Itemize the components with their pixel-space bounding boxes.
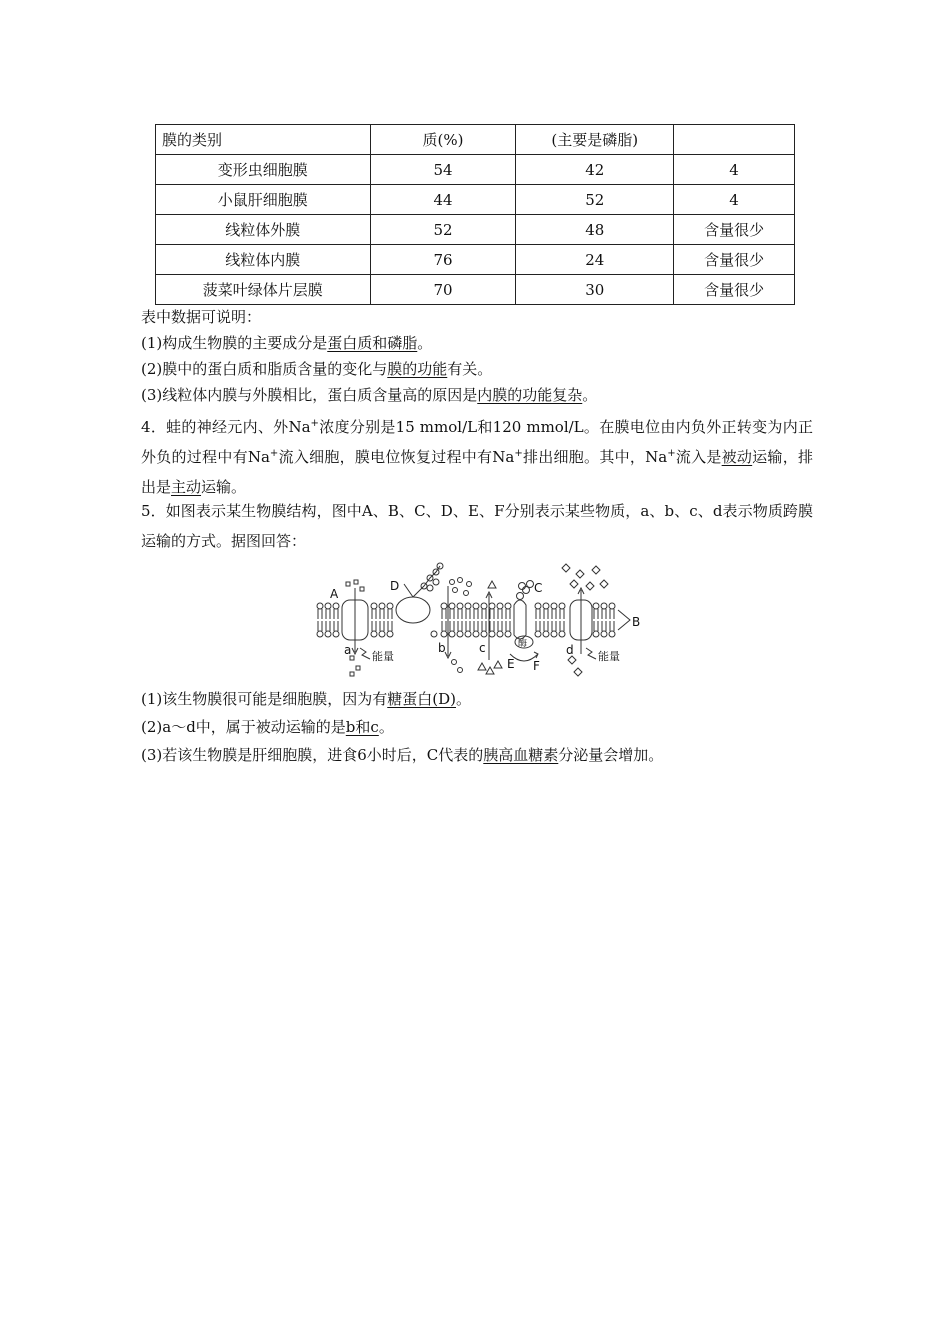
answer-suffix: 有关。 [447,360,493,378]
superscript-plus: + [667,448,676,459]
receptor-protein [514,600,526,639]
question-5-stem: 5．如图表示某生物膜结构，图中A、B、C、D、E、F分别表示某些物质，a、b、c、d表示物质跨膜运输的方式。据图回答： [141,502,813,550]
figure-label: D [390,579,400,593]
answer-prefix: (2)膜中的蛋白质和脂质含量的变化与 [141,360,388,378]
answer-suffix: 。 [582,386,598,404]
question-5-answer-2 [141,712,813,742]
question-5-answer-3 [141,740,813,770]
table-cell: 30 [516,275,674,305]
answer-blank: 蛋白质和磷脂 [327,334,418,352]
table-row [156,275,795,305]
figure-label: F [533,659,540,673]
figure-label: c [479,641,486,655]
answer-blank: 被动 [721,448,753,466]
figure-label: B [632,615,641,629]
table-header-row [156,125,795,155]
table-cell: 54 [370,155,516,185]
figure-label: d [566,643,574,657]
table-row [156,215,795,245]
question-3-answer-3 [141,380,813,410]
figure-label: E [507,657,515,671]
membrane-composition-table [155,124,795,305]
table-header-cell: 质(%) [370,125,516,155]
table-cell: 线粒体内膜 [156,245,371,275]
answer-blank: 膜的功能 [387,360,448,378]
table-cell: 48 [516,215,674,245]
table-cell: 4 [674,155,795,185]
answer-suffix: 。 [455,690,471,708]
answer-blank: 糖蛋白(D) [387,690,456,708]
answer-suffix: 。 [378,718,394,736]
table-cell: 变形虫细胞膜 [156,155,371,185]
answer-prefix: (3)线粒体内膜与外膜相比，蛋白质含量高的原因是 [141,386,478,404]
membrane-structure-figure [312,560,642,684]
q4-text: 排出细胞。其中，Na [522,448,668,466]
answer-blank: 主动 [171,478,202,496]
q4-text: 浓度分别是15 mmol/L和120 mmol/L。在膜电位由内负外正转变为内正外负的过程中有Na [141,418,813,466]
q4-text: 4．蛙的神经元内、外Na [141,418,311,436]
table-row [156,185,795,215]
table-cell: 52 [370,215,516,245]
question-4 [141,412,813,502]
table-cell: 70 [370,275,516,305]
figure-label: a [344,643,352,657]
figure-label: C [534,581,543,595]
answer-suffix: 分泌量会增加。 [558,746,664,764]
figure-label: b [438,641,446,655]
glycoprotein-d [396,597,430,623]
energy-label: 能量 [372,650,394,663]
table-cell: 76 [370,245,516,275]
superscript-plus: + [310,418,319,429]
table-cell: 含量很少 [674,245,795,275]
table-cell: 44 [370,185,516,215]
q4-text: 流入是 [675,448,722,466]
enzyme-label: 酶 [518,639,528,649]
figure-label: A [330,587,339,601]
table-cell: 小鼠肝细胞膜 [156,185,371,215]
answer-prefix: (1)构成生物膜的主要成分是 [141,334,328,352]
answer-blank: 内膜的功能复杂 [477,386,583,404]
table-cell: 菠菜叶绿体片层膜 [156,275,371,305]
table-cell: 42 [516,155,674,185]
transport-arrow-a [352,588,358,654]
superscript-plus: + [514,448,523,459]
table-header-cell [674,125,795,155]
answer-prefix: (3)若该生物膜是肝细胞膜，进食6小时后，C代表的 [141,746,484,764]
q4-text: 运输，排出是 [141,448,813,496]
transport-arrow-c [486,592,492,660]
table-cell: 线粒体外膜 [156,215,371,245]
energy-squiggle-1 [360,648,370,659]
transport-arrow-d [578,588,584,654]
answer-prefix: (1)该生物膜很可能是细胞膜，因为有 [141,690,388,708]
superscript-plus: + [269,448,279,459]
table-row [156,155,795,185]
table-cell: 4 [674,185,795,215]
table-conclusion-intro: 表中数据可说明： [141,308,262,326]
q4-text: 运输。 [201,478,247,496]
answer-suffix: 。 [417,334,433,352]
answer-blank: 胰高血糖素 [483,746,559,764]
bilayer-brace-b [618,610,630,630]
table-cell: 含量很少 [674,275,795,305]
answer-prefix: (2)a～d中，属于被动运输的是 [141,718,346,736]
energy-squiggle-2 [586,648,596,659]
q4-text: 流入细胞，膜电位恢复过程中有Na [278,448,515,466]
energy-label: 能量 [598,650,620,663]
table-header-cell: (主要是磷脂) [516,125,674,155]
table-header-cell: 膜的类别 [156,125,371,155]
table-cell: 52 [516,185,674,215]
table-row [156,245,795,275]
answer-blank: b和c [345,718,379,736]
table-cell: 含量很少 [674,215,795,245]
question-5-answer-1 [141,684,813,714]
table-cell: 24 [516,245,674,275]
